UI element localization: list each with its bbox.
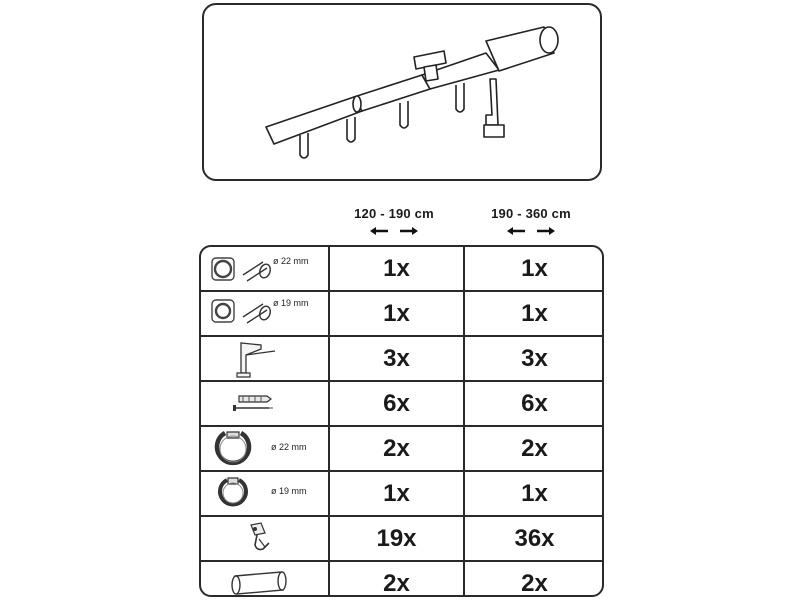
ring-19mm-icon	[201, 472, 326, 515]
quantity-120-190	[328, 427, 463, 470]
diameter-label: ø 19 mm	[271, 486, 307, 496]
quantity-value: 1x	[521, 299, 548, 327]
table-row	[201, 290, 602, 335]
double-arrow-icon	[370, 226, 418, 236]
rod-22mm-icon	[201, 247, 326, 290]
quantity-190-360	[463, 337, 604, 380]
part-cell	[201, 337, 326, 380]
curtain-rod-drawing	[204, 5, 604, 183]
table-row	[201, 247, 602, 290]
wall-bracket-icon	[201, 337, 326, 380]
diameter-label: ø 22 mm	[271, 442, 307, 452]
column-range-label: 190 - 360 cm	[491, 206, 571, 221]
quantity-190-360	[463, 517, 604, 560]
diameter-label: ø 22 mm	[273, 256, 309, 266]
part-cell	[201, 382, 326, 425]
quantity-value: 1x	[521, 479, 548, 507]
quantity-190-360	[463, 382, 604, 425]
column-range-label: 120 - 190 cm	[354, 206, 434, 221]
quantity-value: 6x	[383, 389, 410, 417]
part-cell	[201, 472, 326, 515]
quantity-120-190	[328, 562, 463, 597]
part-cell	[201, 292, 326, 335]
column-header-2	[471, 206, 591, 236]
quantity-value: 1x	[383, 299, 410, 327]
connector-sleeve-icon	[201, 562, 326, 597]
quantity-120-190	[328, 292, 463, 335]
part-cell	[201, 517, 326, 560]
curtain-rod-illustration	[202, 3, 602, 181]
ring-22mm-icon	[201, 427, 326, 470]
quantity-value: 2x	[521, 434, 548, 462]
quantity-120-190	[328, 517, 463, 560]
quantity-value: 2x	[383, 434, 410, 462]
quantity-120-190	[328, 337, 463, 380]
quantity-value: 3x	[383, 344, 410, 372]
quantity-value: 1x	[521, 254, 548, 282]
quantity-value: 1x	[383, 479, 410, 507]
double-arrow-icon	[507, 226, 555, 236]
table-row	[201, 335, 602, 380]
dowel-screw-icon	[201, 382, 326, 425]
quantity-value: 3x	[521, 344, 548, 372]
quantity-190-360	[463, 562, 604, 597]
quantity-value: 19x	[376, 524, 417, 552]
part-cell	[201, 562, 326, 597]
quantity-value: 2x	[521, 569, 548, 597]
part-cell	[201, 427, 326, 470]
quantity-120-190	[328, 382, 463, 425]
table-row	[201, 425, 602, 470]
column-header-1	[334, 206, 454, 236]
parts-table	[199, 245, 604, 597]
quantity-120-190	[328, 472, 463, 515]
quantity-value: 2x	[383, 569, 410, 597]
quantity-190-360	[463, 472, 604, 515]
quantity-190-360	[463, 427, 604, 470]
quantity-190-360	[463, 292, 604, 335]
table-row	[201, 515, 602, 560]
quantity-190-360	[463, 247, 604, 290]
table-row	[201, 560, 602, 597]
quantity-120-190	[328, 247, 463, 290]
quantity-value: 36x	[514, 524, 555, 552]
part-cell	[201, 247, 326, 290]
quantity-value: 1x	[383, 254, 410, 282]
diameter-label: ø 19 mm	[273, 298, 309, 308]
glider-hook-icon	[201, 517, 326, 560]
table-row	[201, 470, 602, 515]
table-row	[201, 380, 602, 425]
quantity-value: 6x	[521, 389, 548, 417]
